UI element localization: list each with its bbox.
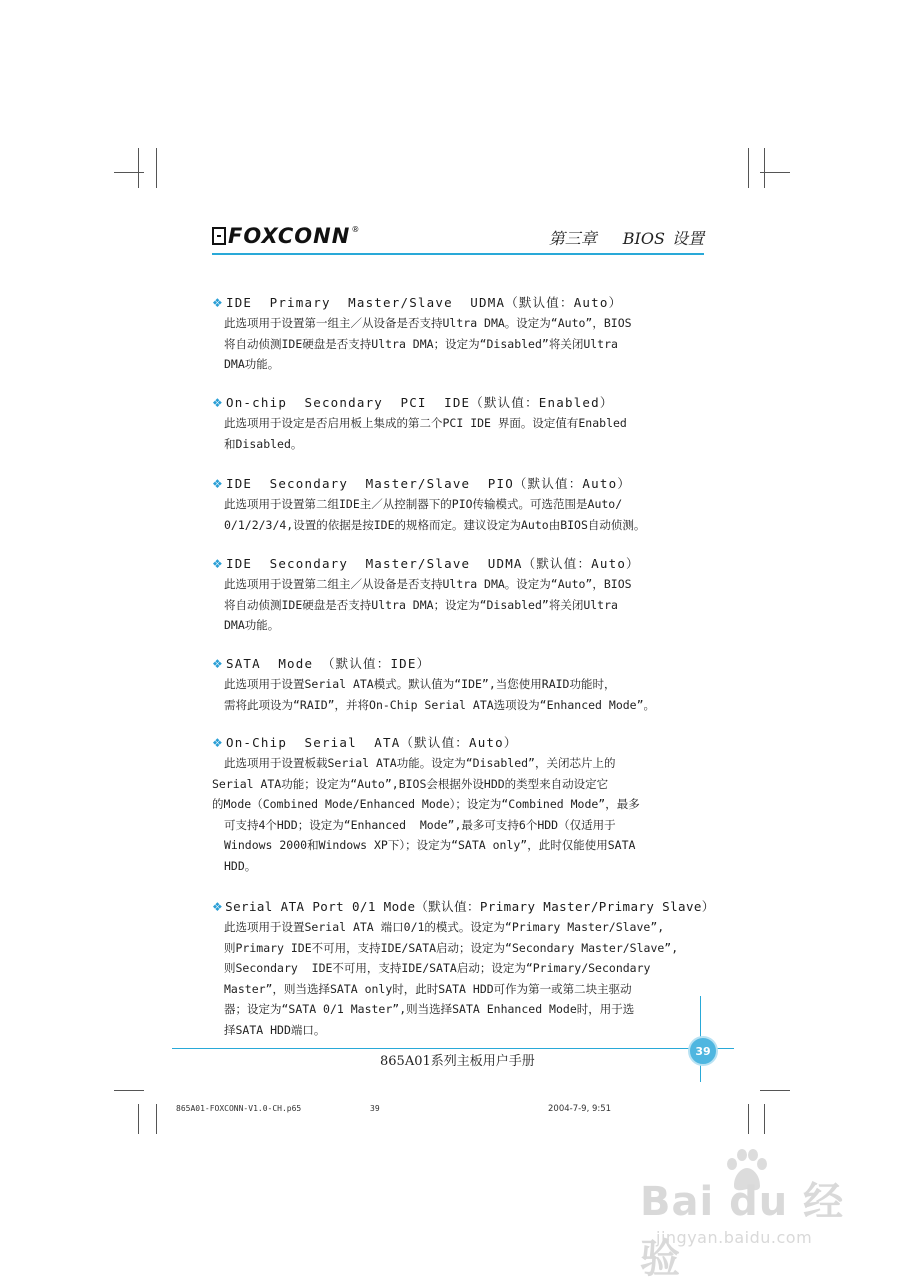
setting-section — [212, 554, 704, 636]
crop-mark — [114, 1090, 144, 1091]
crop-mark — [748, 1104, 749, 1134]
description-line: 和Disabled。 — [224, 436, 303, 451]
description-line: Windows 2000和Windows XP下）；设定为“SATA only”，此时仅能使用SATA — [224, 838, 636, 852]
diamond-bullet-icon: ❖ — [212, 296, 224, 310]
crop-mark — [764, 1104, 765, 1134]
crop-mark — [156, 148, 157, 188]
print-filename: 865A01-FOXCONN-V1.0-CH.p65 — [176, 1104, 302, 1113]
crop-mark — [760, 172, 790, 173]
crop-mark — [114, 172, 144, 173]
setting-section — [212, 654, 704, 715]
logo-text: FOXCONN — [228, 224, 351, 248]
baidu-watermark — [640, 1148, 870, 1282]
description-line: DMA功能。 — [224, 618, 280, 632]
setting-section — [212, 733, 704, 876]
header-rule — [212, 253, 704, 255]
description-line: 此选项用于设置第二组主／从设备是否支持Ultra DMA。设定为“Auto”，BIOS — [224, 577, 632, 591]
foxconn-logo — [212, 225, 360, 247]
description-line: Serial ATA功能；设定为“Auto”,BIOS会根据外设HDD的类型来自动设定它 — [212, 776, 609, 791]
description-line: 器；设定为“SATA 0/1 Master”,则当选择SATA Enhanced Mode时，用于选 — [224, 1002, 635, 1016]
chapter-heading — [549, 226, 704, 249]
page-number-badge: 39 — [688, 1036, 718, 1066]
print-date: 2004-7-9, 9:51 — [548, 1104, 612, 1114]
crop-mark — [138, 148, 139, 188]
footer-rule — [172, 1048, 734, 1049]
description-line: 则Primary IDE不可用，支持IDE/SATA启动；设定为“Secondary Master/Slave”, — [224, 940, 679, 955]
description-line: DMA功能。 — [224, 357, 280, 371]
diamond-bullet-icon: ❖ — [212, 736, 224, 750]
setting-section — [212, 474, 704, 535]
description-line: 此选项用于设定是否启用板上集成的第二个PCI IDE 界面。设定值有Enabled — [224, 416, 627, 430]
description-line: 此选项用于设置Serial ATA模式。默认值为“IDE”,当您使用RAID功能时， — [224, 677, 616, 691]
setting-title — [212, 393, 704, 413]
print-page: 39 — [370, 1104, 380, 1113]
crop-mark — [138, 1104, 139, 1134]
setting-title-text: Serial ATA Port 0/1 Mode（默认值：Primary Master/Primary Slave） — [225, 899, 715, 914]
setting-section — [212, 393, 704, 454]
description-line: 此选项用于设置板载Serial ATA功能。设定为“Disabled”，关闭芯片上的 — [224, 756, 616, 770]
description-line: HDD。 — [224, 858, 257, 873]
setting-title — [212, 474, 704, 494]
setting-title-text: On-chip Secondary PCI IDE（默认值：Enabled） — [225, 395, 614, 410]
diamond-bullet-icon: ❖ — [212, 477, 224, 491]
diamond-bullet-icon: ❖ — [212, 657, 224, 671]
description-line: 需将此项设为“RAID”，并将On-Chip Serial ATA选项设为“Enhanced Mode”。 — [224, 697, 656, 712]
watermark-brand: Bai du 经验 — [640, 1179, 845, 1282]
description-line: 将自动侦测IDE硬盘是否支持Ultra DMA；设定为“Disabled”将关闭Ultra — [224, 336, 618, 351]
description-line: 此选项用于设置第二组IDE主／从控制器下的PIO传输模式。可选范围是Auto/ — [224, 497, 623, 511]
chapter-label: 第三章 — [548, 229, 597, 248]
manual-title: 865A01系列主板用户手册 — [380, 1054, 535, 1069]
description-line: 的Mode（Combined Mode/Enhanced Mode）；设定为“Combined Mode”，最多 — [212, 797, 640, 811]
setting-title — [212, 293, 704, 313]
description-line: 此选项用于设置第一组主／从设备是否支持Ultra DMA。设定为“Auto”，BIOS — [224, 316, 632, 330]
crop-mark — [156, 1104, 157, 1134]
diamond-bullet-icon: ❖ — [212, 557, 224, 571]
setting-section — [212, 897, 715, 1040]
setting-title — [212, 654, 704, 674]
chapter-topic: BIOS 设置 — [622, 229, 704, 248]
description-line: 0/1/2/3/4,设置的依据是按IDE的规格而定。建议设定为Auto由BIOS自动侦测。 — [224, 517, 646, 532]
registered-mark: ® — [351, 225, 361, 234]
setting-title — [212, 733, 704, 753]
description-line: 择SATA HDD端口。 — [224, 1022, 326, 1037]
watermark-url: jingyan.baidu.com — [656, 1228, 813, 1247]
setting-title-text: On-Chip Serial ATA（默认值：Auto） — [225, 735, 518, 750]
setting-title-text: IDE Secondary Master/Slave PIO（默认值：Auto） — [225, 476, 632, 491]
crop-mark — [748, 148, 749, 188]
setting-title-text: SATA Mode （默认值：IDE） — [225, 656, 431, 671]
setting-section — [212, 293, 704, 375]
setting-title — [212, 897, 715, 917]
setting-title-text: IDE Primary Master/Slave UDMA（默认值：Auto） — [225, 295, 623, 310]
setting-title — [212, 554, 704, 574]
diamond-bullet-icon: ❖ — [212, 900, 224, 914]
description-line: Master”，则当选择SATA only时，此时SATA HDD可作为第一或第二块主驱动 — [224, 981, 632, 996]
logo-mark-icon — [212, 227, 226, 245]
description-line: 则Secondary IDE不可用，支持IDE/SATA启动；设定为“Primary/Secondary — [224, 961, 651, 975]
setting-title-text: IDE Secondary Master/Slave UDMA（默认值：Auto） — [225, 556, 640, 571]
description-line: 可支持4个HDD；设定为“Enhanced Mode”,最多可支持6个HDD（仅适用于 — [224, 817, 616, 832]
description-line: 此选项用于设置Serial ATA 端口0/1的模式。设定为“Primary Master/Slave”, — [224, 920, 665, 934]
crop-mark — [764, 148, 765, 188]
diamond-bullet-icon: ❖ — [212, 396, 224, 410]
crop-mark — [760, 1090, 790, 1091]
description-line: 将自动侦测IDE硬盘是否支持Ultra DMA；设定为“Disabled”将关闭Ultra — [224, 597, 618, 612]
